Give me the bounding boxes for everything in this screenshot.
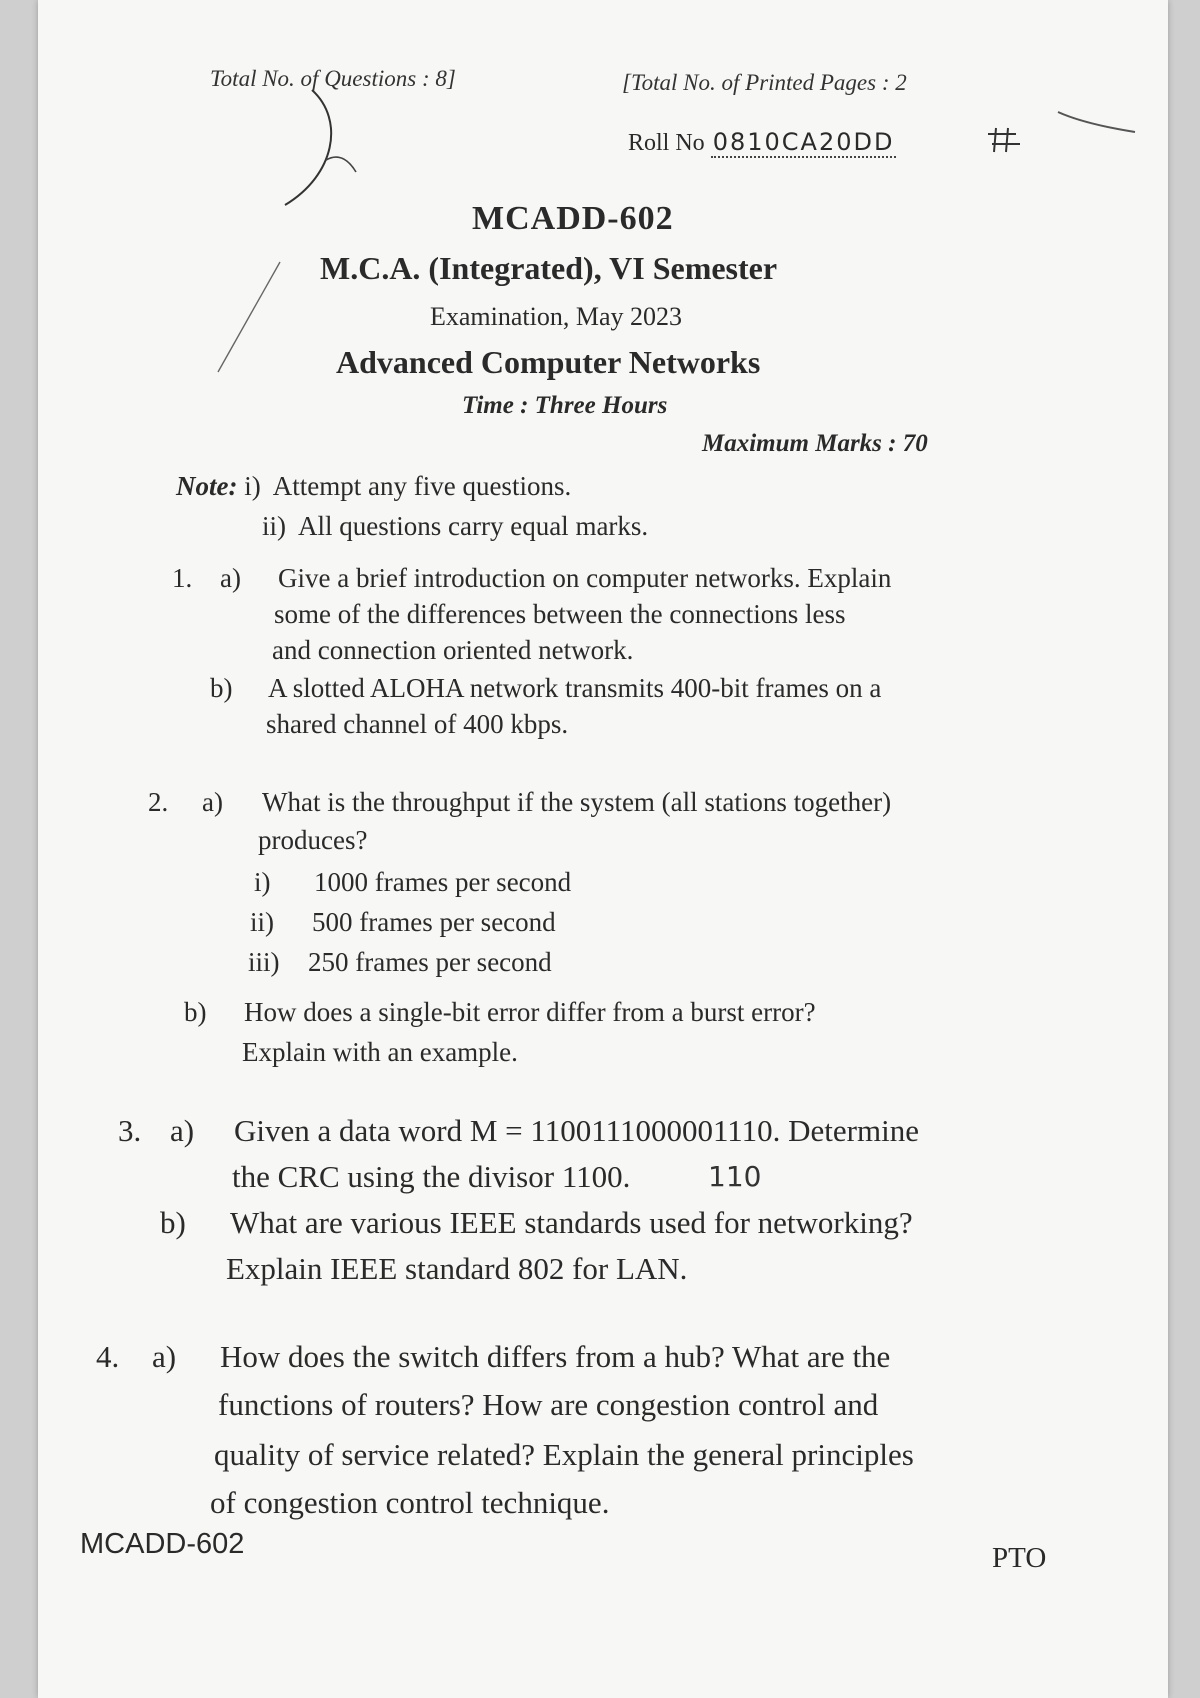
question-text: the CRC using the divisor 1100. bbox=[232, 1159, 631, 1194]
question-text: Explain with an example. bbox=[242, 1037, 518, 1067]
roll-value: 0810CA20DD bbox=[712, 128, 895, 156]
question-text: What is the throughput if the system (all stations together) bbox=[262, 787, 892, 817]
question-text: Explain IEEE standard 802 for LAN. bbox=[226, 1251, 688, 1286]
sub-item-number: ii) bbox=[250, 907, 274, 937]
maximum-marks: Maximum Marks : 70 bbox=[702, 430, 928, 457]
question-text: How does a single-bit error differ from a burst error? bbox=[244, 997, 816, 1027]
question-text: some of the differences between the connections less bbox=[274, 599, 846, 629]
part-label: a) bbox=[170, 1113, 195, 1148]
question-text: How does the switch differs from a hub? What are the bbox=[220, 1339, 891, 1374]
sub-item-text: 500 frames per second bbox=[312, 907, 556, 937]
sub-item-text: 250 frames per second bbox=[308, 947, 552, 977]
question-text: and connection oriented network. bbox=[272, 635, 634, 665]
sub-item-number: i) bbox=[254, 867, 271, 897]
paper-code: MCADD-602 bbox=[472, 200, 674, 237]
question-number: 4. bbox=[96, 1339, 120, 1374]
handwritten-note: 110 bbox=[708, 1160, 762, 1193]
note bbox=[176, 468, 571, 504]
program-title: M.C.A. (Integrated), VI Semester bbox=[320, 250, 778, 286]
footer-paper-code: MCADD-602 bbox=[80, 1528, 245, 1560]
part-label: b) bbox=[210, 673, 233, 703]
question-number: 3. bbox=[118, 1113, 142, 1148]
sub-item-number: iii) bbox=[248, 947, 280, 977]
part-label: a) bbox=[220, 563, 241, 593]
question-text: quality of service related? Explain the general principles bbox=[214, 1437, 914, 1472]
question-text: Give a brief introduction on computer networks. Explain bbox=[278, 563, 892, 593]
please-turn-over: PTO bbox=[992, 1542, 1047, 1574]
question-number: 1. bbox=[172, 563, 193, 593]
exam-session: Examination, May 2023 bbox=[430, 302, 683, 331]
part-label: a) bbox=[202, 787, 223, 817]
question-number: 2. bbox=[148, 787, 169, 817]
note-item-num: i) bbox=[244, 471, 261, 501]
roll-label: Roll No bbox=[628, 130, 705, 156]
sub-item-text: 1000 frames per second bbox=[314, 867, 572, 897]
roll-number bbox=[628, 128, 896, 157]
question-text: Given a data word M = 1100111000001110. Determine bbox=[234, 1113, 919, 1148]
question-text: shared channel of 400 kbps. bbox=[266, 709, 569, 739]
note-item: Attempt any five questions. bbox=[272, 471, 572, 501]
question-text: functions of routers? How are congestion control and bbox=[218, 1387, 879, 1422]
note-line-2 bbox=[262, 508, 648, 544]
part-label: b) bbox=[160, 1205, 186, 1240]
total-printed-pages: [Total No. of Printed Pages : 2 bbox=[622, 70, 907, 95]
question-text: produces? bbox=[258, 825, 368, 855]
part-label: a) bbox=[152, 1339, 177, 1374]
question-text: A slotted ALOHA network transmits 400-bit frames on a bbox=[268, 673, 882, 703]
note-item: All questions carry equal marks. bbox=[298, 511, 649, 541]
question-text: of congestion control technique. bbox=[210, 1485, 610, 1520]
exam-time: Time : Three Hours bbox=[462, 392, 668, 419]
question-text: What are various IEEE standards used for networking? bbox=[230, 1205, 913, 1240]
note-item-num: ii) bbox=[262, 511, 286, 541]
total-questions: Total No. of Questions : 8] bbox=[210, 66, 456, 91]
subject-title: Advanced Computer Networks bbox=[336, 344, 761, 380]
note-label: Note: bbox=[176, 471, 238, 501]
part-label: b) bbox=[184, 997, 207, 1027]
